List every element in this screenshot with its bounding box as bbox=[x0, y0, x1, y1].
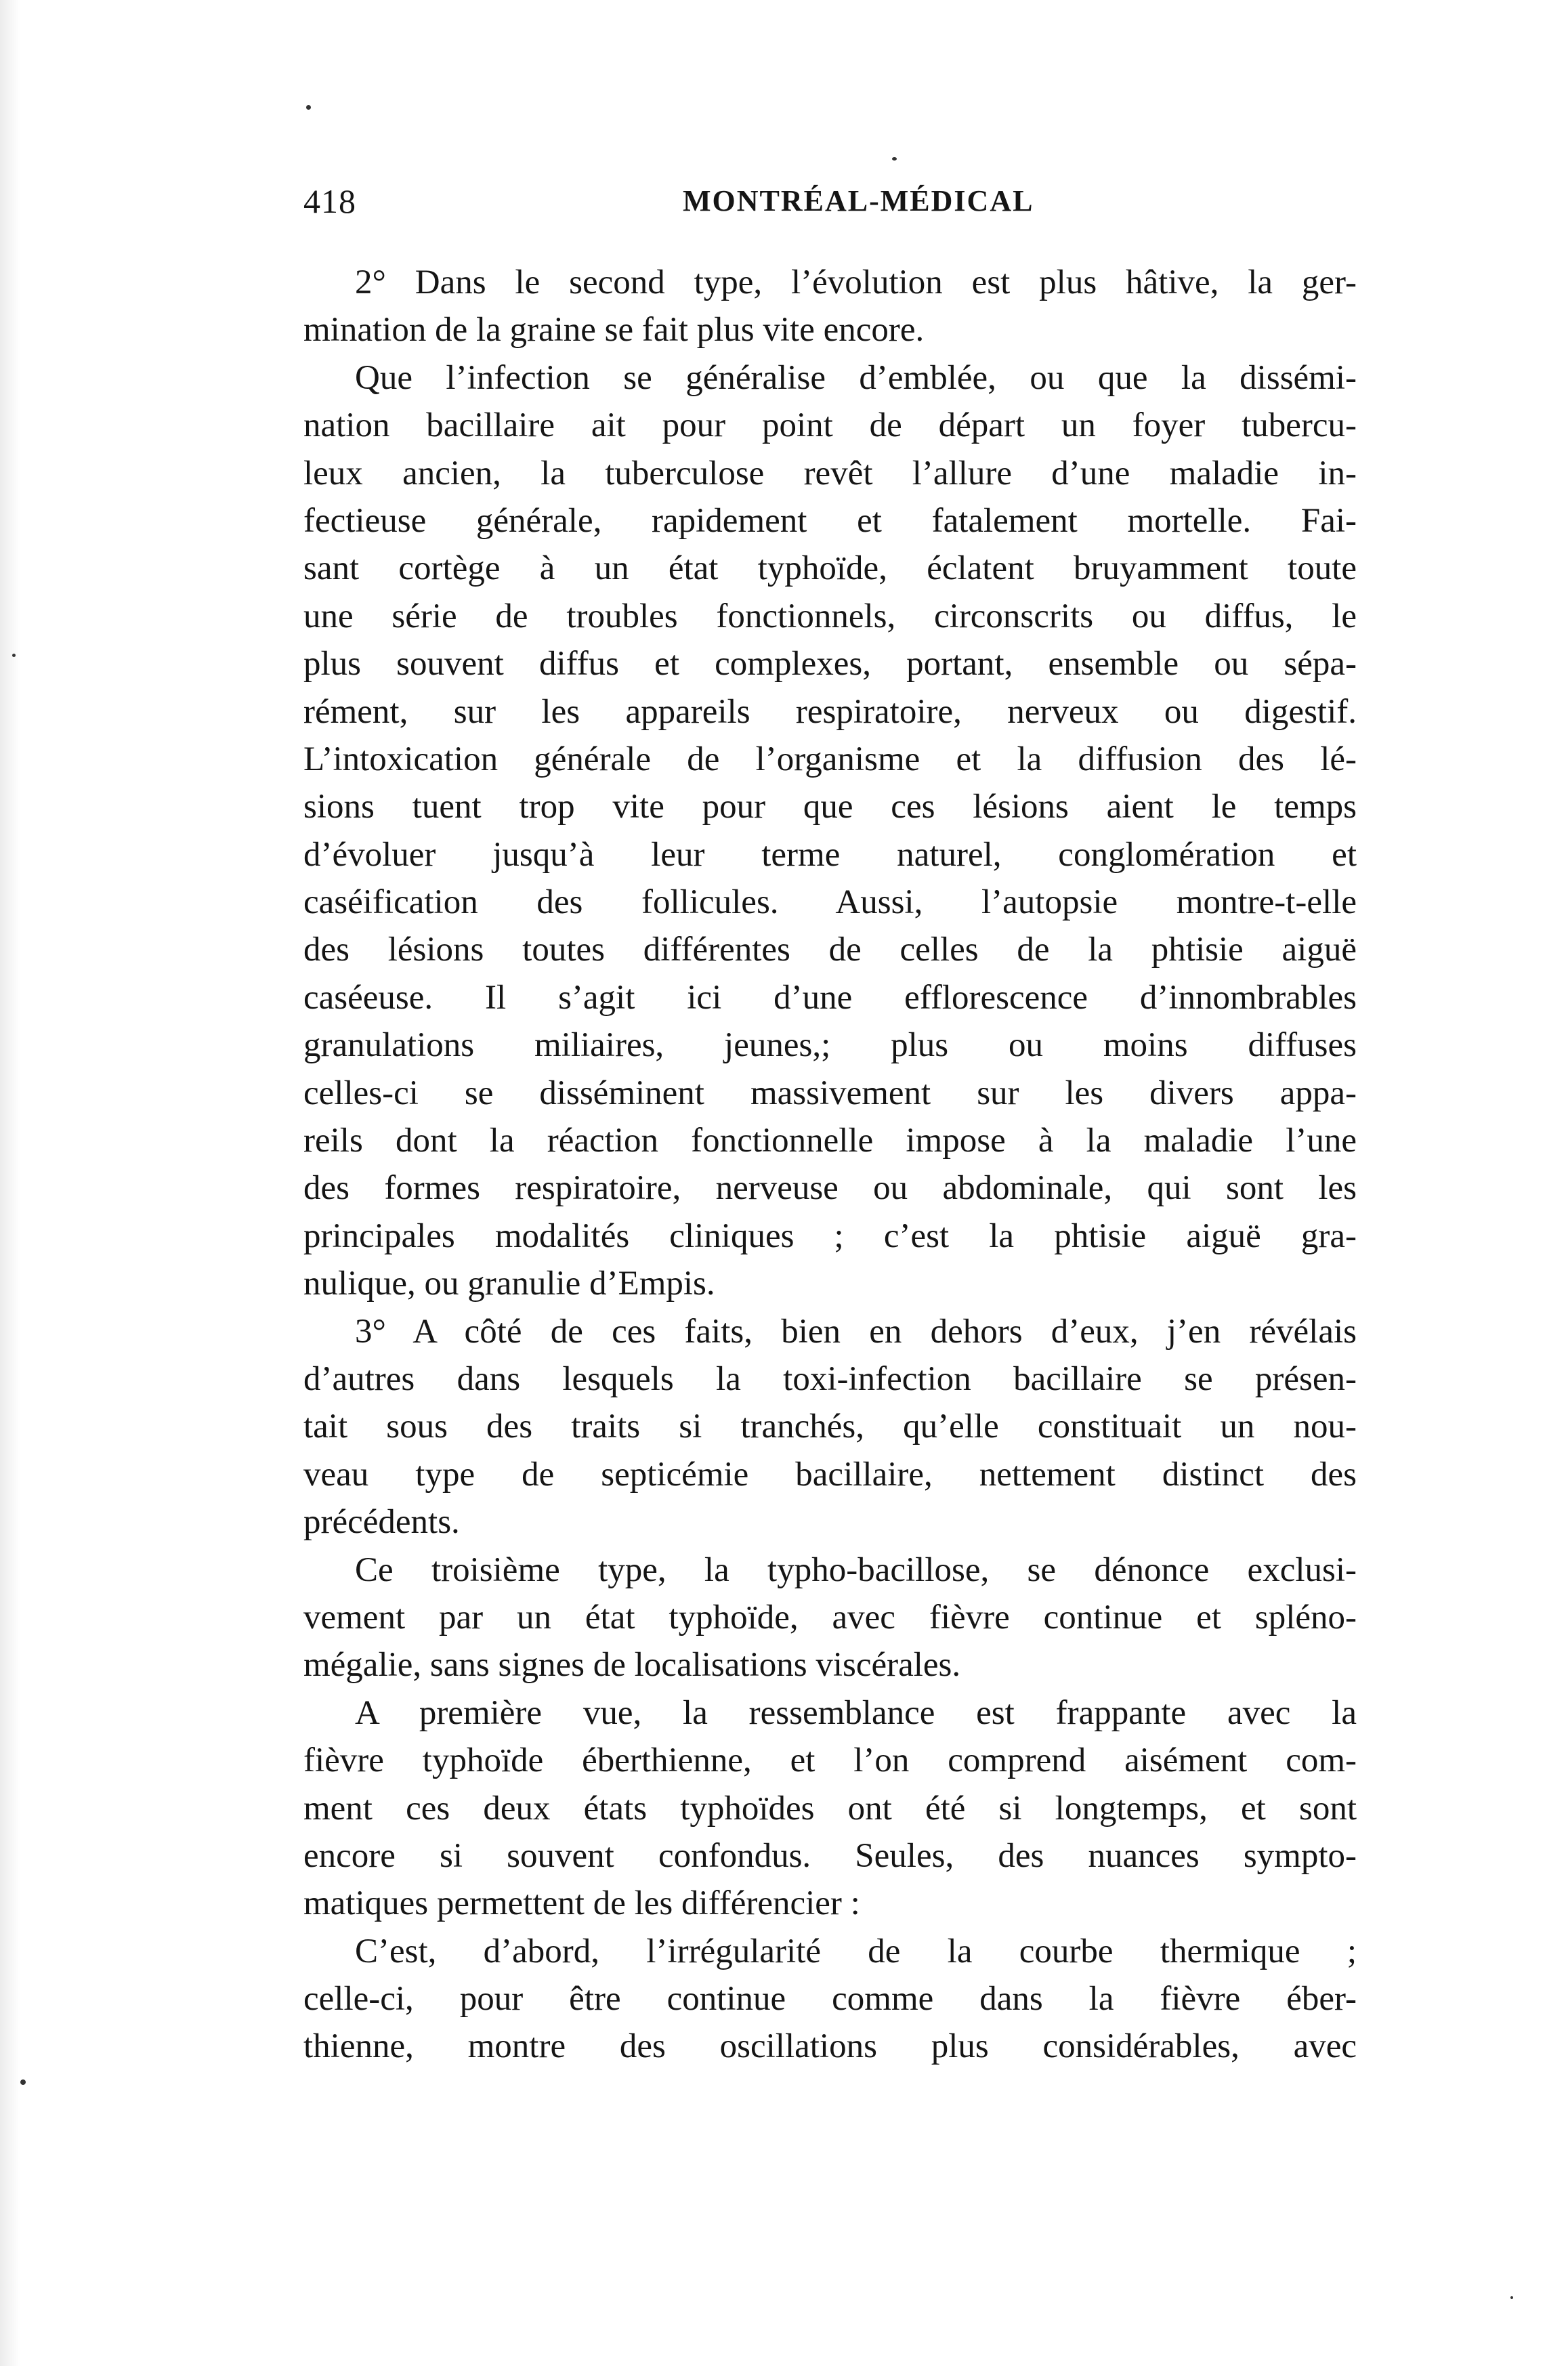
text-line: sions tuent trop vite pour que ces lésions aient le temps bbox=[303, 788, 1357, 826]
text-line: Que l’infection se généralise d’emblée, ou que la dissémi- bbox=[355, 358, 1357, 397]
text-line: C’est, d’abord, l’irrégularité de la courbe thermique ; bbox=[355, 1932, 1357, 1970]
text-line: mination de la graine se fait plus vite encore. bbox=[303, 311, 925, 350]
scan-speck bbox=[1510, 2296, 1513, 2299]
scan-speck bbox=[20, 2079, 26, 2085]
scan-speck bbox=[306, 105, 311, 110]
text-line: mégalie, sans signes de localisations viscérales. bbox=[303, 1646, 961, 1685]
text-line: matiques permettent de les différencier : bbox=[303, 1884, 860, 1923]
text-line: leux ancien, la tuberculose revêt l’allure d’une maladie in- bbox=[303, 454, 1357, 492]
text-line: des formes respiratoire, nerveuse ou abdominale, qui sont les bbox=[303, 1169, 1357, 1208]
text-line: précédents. bbox=[303, 1503, 460, 1542]
running-header bbox=[303, 177, 1357, 225]
text-line: des lésions toutes différentes de celles de la phtisie aiguë bbox=[303, 931, 1357, 969]
text-line: vement par un état typhoïde, avec fièvre continue et spléno- bbox=[303, 1598, 1357, 1636]
text-line: celles-ci se disséminent massivement sur les divers appa- bbox=[303, 1074, 1357, 1112]
text-line: rément, sur les appareils respiratoire, nerveux ou digestif. bbox=[303, 692, 1357, 731]
running-title: MONTRÉAL-MÉDICAL bbox=[683, 184, 1034, 217]
text-line: Ce troisième type, la typho-bacillose, se dénonce exclusi- bbox=[355, 1550, 1357, 1589]
body-text bbox=[303, 259, 1357, 2071]
text-line: 2° Dans le second type, l’évolution est plus hâtive, la ger- bbox=[355, 263, 1357, 301]
text-line: d’évoluer jusqu’à leur terme naturel, conglomération et bbox=[303, 835, 1357, 874]
text-line: sant cortège à un état typhoïde, éclatent bruyamment toute bbox=[303, 549, 1357, 588]
text-line: tait sous des traits si tranchés, qu’elle constituait un nou- bbox=[303, 1408, 1357, 1446]
text-line: ment ces deux états typhoïdes ont été si longtemps, et sont bbox=[303, 1789, 1357, 1828]
scanned-page-edge bbox=[0, 0, 20, 2366]
text-line: celle-ci, pour être continue comme dans la fièvre éber- bbox=[303, 1980, 1357, 2019]
scan-speck bbox=[892, 157, 897, 161]
text-line: nulique, ou granulie d’Empis. bbox=[303, 1265, 715, 1303]
page-number: 418 bbox=[303, 182, 356, 220]
text-line: nation bacillaire ait pour point de départ un foyer tubercu- bbox=[303, 406, 1357, 445]
text-line: 3° A côté de ces faits, bien en dehors d’eux, j’en révélais bbox=[355, 1312, 1357, 1351]
text-line: reils dont la réaction fonctionnelle impose à la maladie l’une bbox=[303, 1122, 1357, 1160]
scan-speck bbox=[12, 654, 16, 657]
text-line: thienne, montre des oscillations plus considérables, avec bbox=[303, 2027, 1357, 2066]
text-line: veau type de septicémie bacillaire, nettement distinct des bbox=[303, 1455, 1357, 1494]
text-line: caséeuse. Il s’agit ici d’une efflorescence d’innombrables bbox=[303, 978, 1357, 1017]
text-line: fectieuse générale, rapidement et fatalement mortelle. Fai- bbox=[303, 501, 1357, 540]
text-line: A première vue, la ressemblance est frappante avec la bbox=[355, 1693, 1357, 1732]
text-line: une série de troubles fonctionnels, circonscrits ou diffus, le bbox=[303, 597, 1357, 635]
text-line: plus souvent diffus et complexes, portant, ensemble ou sépa- bbox=[303, 645, 1357, 683]
text-line: principales modalités cliniques ; c’est la phtisie aiguë gra- bbox=[303, 1217, 1357, 1255]
text-line: granulations miliaires, jeunes,; plus ou moins diffuses bbox=[303, 1026, 1357, 1065]
text-line: caséification des follicules. Aussi, l’autopsie montre-t-elle bbox=[303, 883, 1357, 922]
text-line: encore si souvent confondus. Seules, des nuances sympto- bbox=[303, 1836, 1357, 1875]
text-line: L’intoxication générale de l’organisme et la diffusion des lé- bbox=[303, 740, 1357, 778]
text-line: d’autres dans lesquels la toxi-infection bacillaire se présen- bbox=[303, 1359, 1357, 1398]
text-line: fièvre typhoïde éberthienne, et l’on comprend aisément com- bbox=[303, 1741, 1357, 1780]
